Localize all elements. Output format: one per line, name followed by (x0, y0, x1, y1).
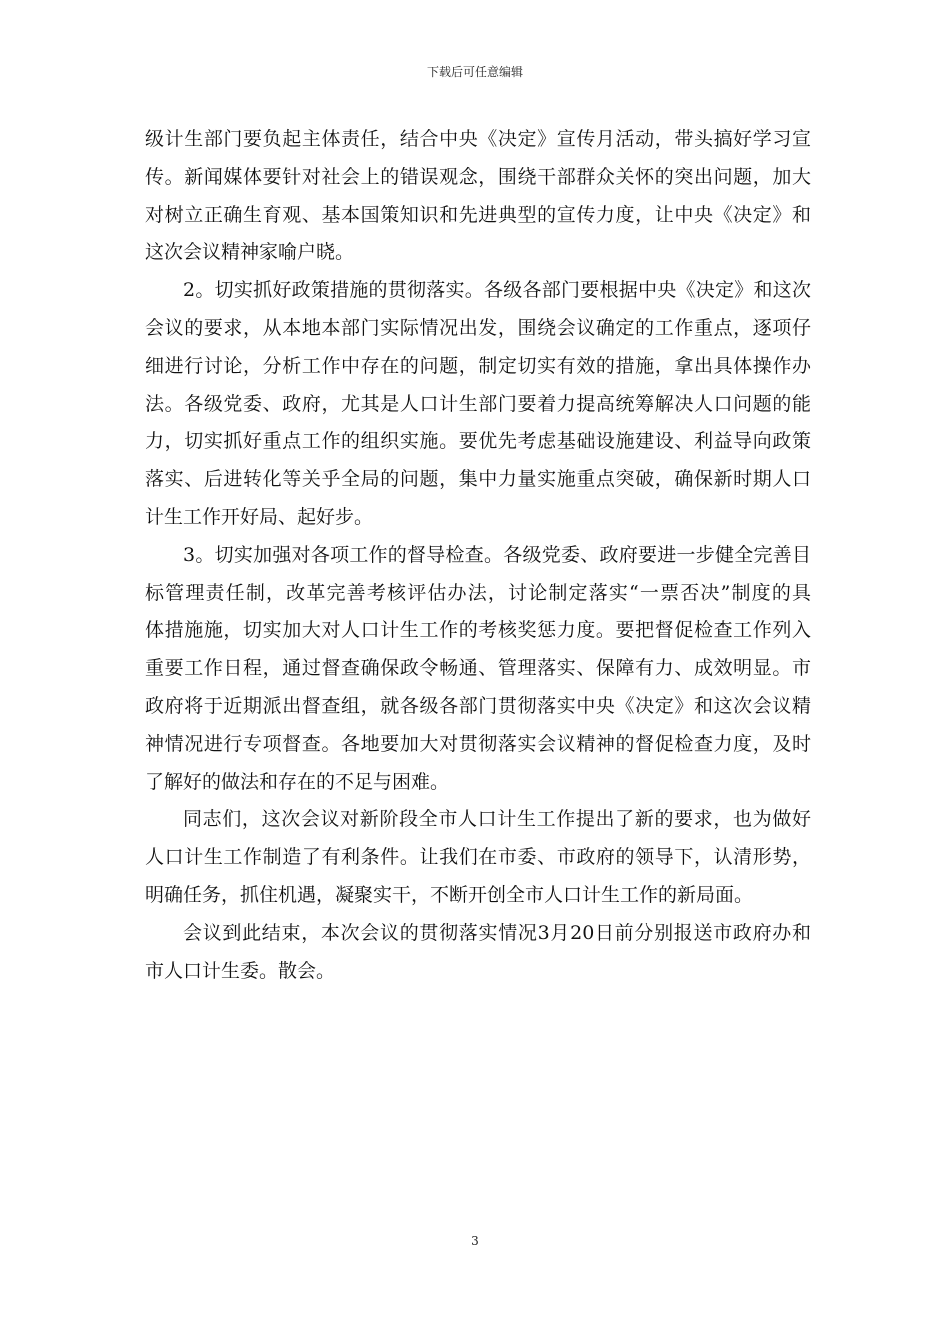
page-number: 3 (471, 1234, 479, 1248)
text-line: 政府将于近期派出督查组，就各级各部门贯彻落实中央《决定》和这次会议精 (145, 694, 811, 717)
text-line: 会议到此结束，本次会议的贯彻落实情况3月20日前分别报送市政府办和 (183, 921, 811, 944)
text-line: 这次会议精神家喻户晓。 (145, 241, 355, 264)
text-line: 神情况进行专项督查。各地要加大对贯彻落实会议精神的督促检查力度，及时 (145, 732, 811, 755)
text-line: 2。切实抓好政策措施的贯彻落实。各级各部门要根据中央《决定》和这次 (183, 279, 811, 302)
text-line: 标管理责任制，改革完善考核评估办法，讨论制定落实“一票否决”制度的具 (145, 581, 811, 604)
text-line: 细进行讨论，分析工作中存在的问题，制定切实有效的措施，拿出具体操作办 (145, 354, 811, 377)
document-body (145, 121, 811, 990)
text-line: 计生工作开好局、起好步。 (145, 505, 374, 528)
text-line: 对树立正确生育观、基本国策知识和先进典型的宣传力度，让中央《决定》和 (145, 203, 811, 226)
text-line: 明确任务，抓住机遇，凝聚实干，不断开创全市人口计生工作的新局面。 (145, 883, 754, 906)
text-line: 人口计生工作制造了有利条件。让我们在市委、市政府的领导下，认清形势， (145, 846, 811, 869)
text-line: 传。新闻媒体要针对社会上的错误观念，围绕干部群众关怀的突出问题，加大 (145, 165, 811, 188)
text-line: 会议的要求，从本地本部门实际情况出发，围绕会议确定的工作重点，逐项仔 (145, 316, 811, 339)
text-line: 3。切实加强对各项工作的督导检查。各级党委、政府要进一步健全完善目 (183, 543, 811, 566)
text-line: 法。各级党委、政府，尤其是人口计生部门要着力提高统筹解决人口问题的能 (145, 392, 811, 415)
text-line: 级计生部门要负起主体责任，结合中央《决定》宣传月活动，带头搞好学习宣 (145, 128, 811, 150)
text-line: 了解好的做法和存在的不足与困难。 (145, 770, 450, 793)
text-line: 落实、后进转化等关乎全局的问题，集中力量实施重点突破，确保新时期人口 (145, 468, 811, 491)
text-line: 重要工作日程，通过督查确保政令畅通、管理落实、保障有力、成效明显。市 (145, 657, 811, 680)
text-line: 力，切实抓好重点工作的组织实施。要优先考虑基础设施建设、利益导向政策 (145, 430, 811, 453)
text-line: 体措施施，切实加大对人口计生工作的考核奖惩力度。要把督促检查工作列入 (145, 619, 811, 642)
text-line: 同志们，这次会议对新阶段全市人口计生工作提出了新的要求，也为做好 (183, 808, 811, 831)
page-header: 下载后可任意编辑 (426, 65, 523, 79)
text-line: 市人口计生委。散会。 (145, 959, 336, 982)
